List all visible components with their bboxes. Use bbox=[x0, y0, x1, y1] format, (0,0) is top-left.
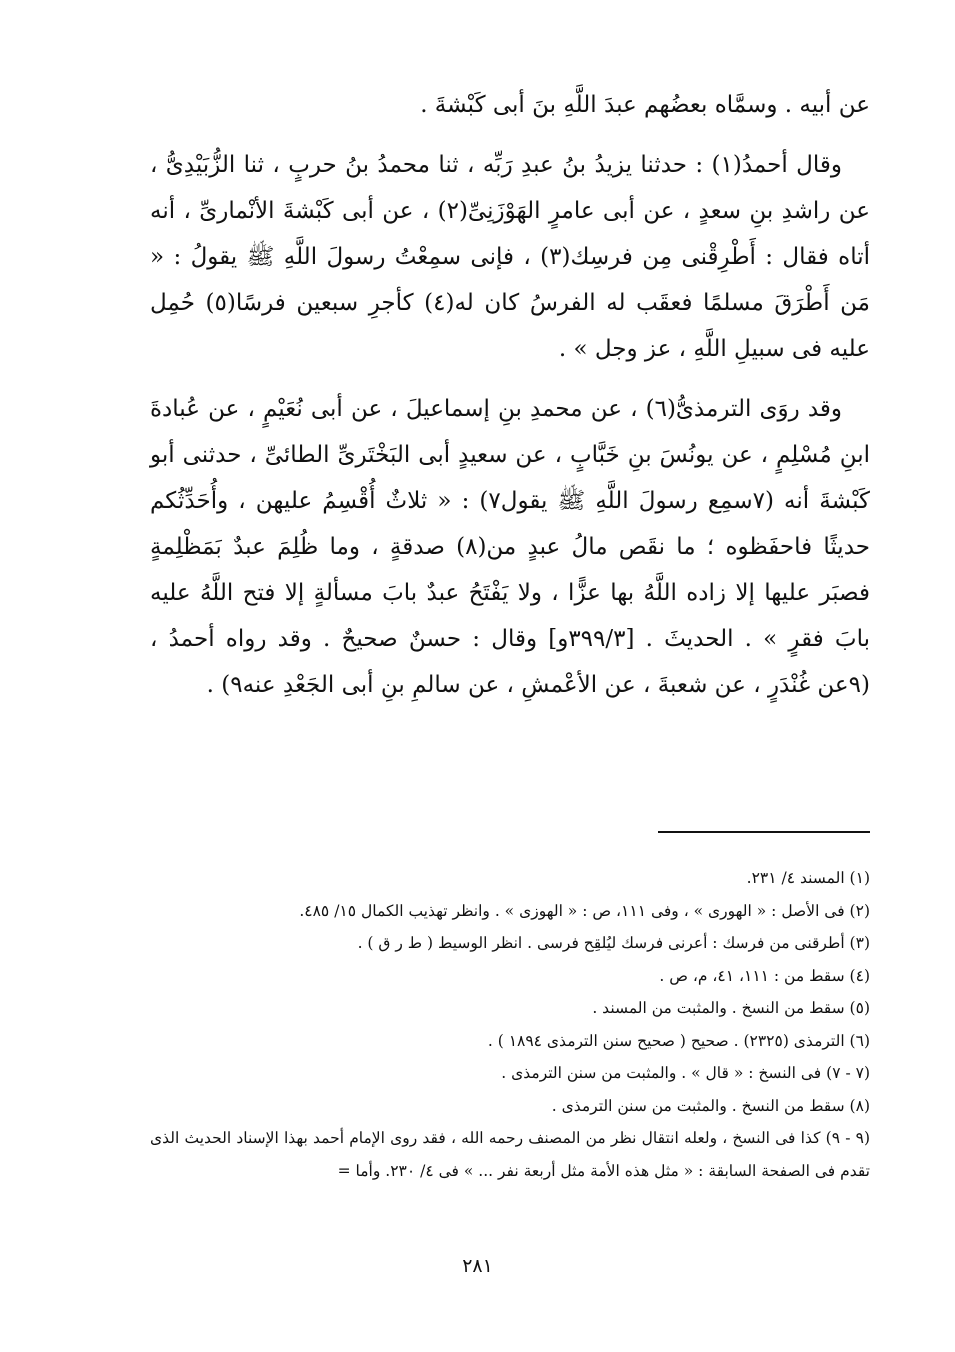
footnote-7: (٧ - ٧) فى النسخ : « قال » . والمثبت من سنن الترمذى . bbox=[501, 1064, 870, 1082]
footnote-1: (١) المسند ٤/ ٢٣١. bbox=[746, 869, 870, 887]
footnotes bbox=[150, 862, 870, 1187]
paragraph-tirmidhi-narration: وقد روَى الترمذىُّ(٦) ، عن محمدِ بنِ إسماعيلَ ، عن أبى نُعَيْمٍ ، عن عُبادةَ ابنِ مُسْلِمٍ ، عن يونُسَ بنِ خَبَّابٍ ، عن سعيدٍ أبى البَخْتَرىِّ الطائىِّ ، حدثنى أبو كَبْشةَ أنه (٧سمِع رسولَ اللَّهِ ﷺ يقول٧) : « ثلاثٌ أُقْسِمُ عليهن ، وأُحَدِّثُكم حديثًا فاحفَظوه ؛ ما نقَص مالُ عبدٍ من(٨) صدقةٍ ، وما ظُلِمَ عبدٌ بَمَظْلِمةٍ فصبَر عليها إلا زاده اللَّهُ بها عزًّا ، ولا يَفْتَحُ عبدٌ بابَ مسألةٍ إلا فتح اللَّهُ عليه بابَ فقرٍ » . الحديثَ . [٣٩٩/٣و] وقال : حسنٌ صحيحٌ . وقد رواه أحمدُ ، (٩عن غُنْدَرٍ ، عن شعبةَ ، عن الأعْمشِ ، عن سالمِ بنِ أبى الجَعْدِ عنه٩) . bbox=[150, 396, 871, 698]
footnote-divider bbox=[658, 831, 870, 833]
footnote-2: (٢) فى الأصل : « الهورى » ، وفى ١١١، ص : « الهوزى » . وانظر تهذيب الكمال ١٥/ ٤٨٥. bbox=[299, 901, 870, 920]
paragraph-continuation: عن أبيه . وسمَّاه بعضُهم عبدَ اللَّهِ بنَ أبى كَبْشةَ . bbox=[420, 92, 870, 118]
main-text bbox=[150, 82, 870, 722]
page-number: ٢٨١ bbox=[462, 1255, 493, 1277]
footnote-4: (٤) سقط من : ١١١، ٤١، م، ص . bbox=[659, 966, 870, 985]
footnote-3: (٣) أطرقنى من فرسك : أعرنى فرسك ليُلقِح فرسى . انظر الوسيط ( ط ر ق ) . bbox=[357, 934, 870, 952]
footnote-6: (٦) الترمذى (٢٣٢٥) . صحيح ( صحيح سنن الترمذى ١٨٩٤ ) . bbox=[487, 1031, 870, 1050]
footnote-5: (٥) سقط من النسخ . والمثبت من المسند . bbox=[592, 999, 870, 1017]
footnote-9: (٩ - ٩) كذا فى النسخ ، ولعله انتقال نظر من المصنف رحمه الله ، فقد روى الإمام أحمد بهذا الإسناد الحديث الذى تقدم فى الصفحة السابقة : « مثل هذه الأمة مثل أربعة نفر ... » فى ٤/ ٢٣٠. وأما = bbox=[150, 1129, 870, 1180]
paragraph-ahmad-narration: وقال أحمدُ(١) : حدثنا يزيدُ بنُ عبدِ رَبِّه ، ثنا محمدُ بنُ حربٍ ، ثنا الزُّبَيْدِىُّ ، عن راشدِ بنِ سعدٍ ، عن أبى عامرٍ الهَوْزَنِىِّ(٢) ، عن أبى كَبْشةَ الأنْمارىِّ ، أنه أتاه فقال : أَطْرِقْنى مِن فرسِك(٣) ، فإنى سمِعْتُ رسولَ اللَّهِ ﷺ يقولُ : « مَن أَطْرَقَ مسلمًا فعقَب له الفرسُ كان له(٤) كأجرِ سبعين فرسًا(٥) حُمِل عليه فى سبيلِ اللَّهِ ، عز وجل » . bbox=[150, 152, 871, 362]
footnote-8: (٨) سقط من النسخ . والمثبت من سنن الترمذى . bbox=[551, 1096, 870, 1115]
